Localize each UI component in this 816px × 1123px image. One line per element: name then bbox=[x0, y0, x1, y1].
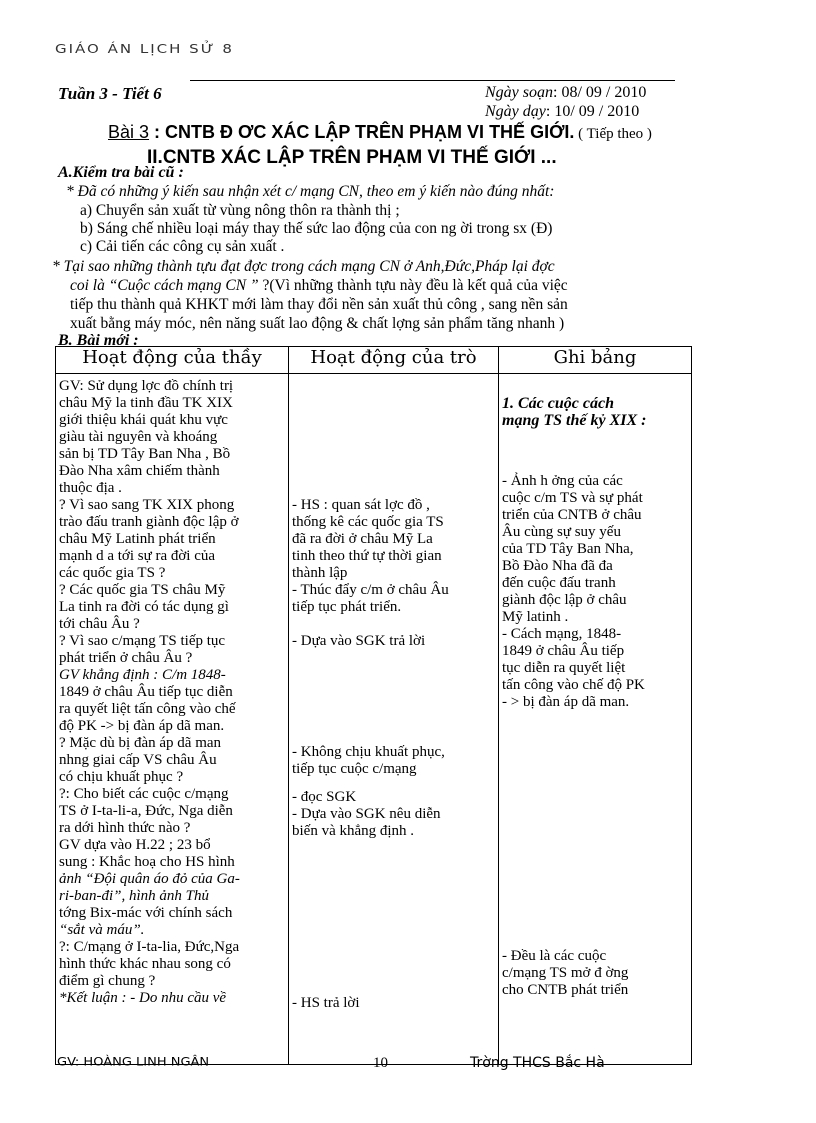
notes-line: tấn công vào chế độ PK bbox=[502, 677, 645, 694]
student-line: biến và khẳng định . bbox=[292, 823, 415, 840]
header-teacher-activity: Hoạt động của thầy bbox=[56, 347, 289, 374]
teacher-line: GV khẳng định : C/m 1848- bbox=[59, 667, 226, 683]
teacher-line: tới châu Âu ? bbox=[59, 616, 140, 632]
student-line: - Dựa vào SGK trả lời bbox=[292, 633, 426, 649]
lesson-number: Bài 3 bbox=[108, 122, 150, 142]
student-line: thành lập bbox=[292, 565, 348, 581]
student-line: tiếp tục phát triển. bbox=[292, 599, 402, 615]
teacher-line: châu Mỹ la tinh đầu TK XIX bbox=[59, 395, 233, 411]
teacher-line: ?: Cho biết các cuộc c/mạng bbox=[59, 786, 229, 802]
review-option-a: a) Chuyển sản xuất từ vùng nông thôn ra thành thị ; bbox=[80, 202, 400, 219]
teacher-line: sản bị TD Tây Ban Nha , Bồ bbox=[59, 446, 231, 462]
notes-line: triển của CNTB ở châu bbox=[502, 507, 642, 524]
student-line: đã ra đời ở châu Mỹ La bbox=[292, 531, 433, 547]
lesson-title-text: : CNTB Đ ƠC XÁC LẬP TRÊN PHẠM VI THẾ GIỚI. bbox=[149, 122, 575, 142]
footer-school: Trờng THCS Bắc Hà bbox=[470, 1055, 605, 1071]
notes-line: - Ảnh h ởng của các bbox=[502, 473, 623, 490]
notes-line: - Đều là các cuộc bbox=[502, 947, 607, 964]
teacher-activity-text bbox=[59, 378, 285, 1007]
notes-line: - Cách mạng, 1848- bbox=[502, 626, 622, 643]
student-line: tiếp tục cuộc c/mạng bbox=[292, 760, 417, 777]
teacher-line: độ PK -> bị đàn áp dã man. bbox=[59, 718, 225, 734]
student-line: - HS : quan sát lợc đồ , bbox=[292, 497, 430, 513]
review-answer-italic: coi là “Cuộc cách mạng CN ” bbox=[70, 277, 259, 294]
teacher-line: ảnh “Đội quân áo đỏ của Ga- bbox=[59, 871, 240, 887]
lesson-continued: ( Tiếp theo ) bbox=[574, 126, 652, 142]
teacher-line: các quốc gia TS ? bbox=[59, 565, 166, 581]
lesson-activity-table bbox=[55, 346, 692, 1065]
teacher-line: ra quyết liệt tấn công vào chế bbox=[59, 701, 236, 717]
teacher-line: ri-ban-đi”, hình ảnh Thủ bbox=[59, 888, 210, 904]
teacher-line: nhng giai cấp VS châu Âu bbox=[59, 752, 217, 768]
header-rule bbox=[190, 80, 675, 81]
teacher-line: điểm gì chung ? bbox=[59, 973, 156, 989]
notes-line: của TD Tây Ban Nha, bbox=[502, 541, 634, 558]
teacher-line: sung : Khắc hoạ cho HS hình bbox=[59, 854, 235, 870]
header-student-activity: Hoạt động của trò bbox=[289, 347, 499, 374]
teacher-line: tớng Bix-mác với chính sách bbox=[59, 905, 233, 921]
notes-line: c/mạng TS mở đ ờng bbox=[502, 964, 629, 981]
teacher-line: châu Mỹ Latinh phát triển bbox=[59, 531, 216, 547]
student-line: - Thúc đẩy c/m ở châu Âu bbox=[292, 582, 449, 598]
teacher-line: La tinh ra đời có tác dụng gì bbox=[59, 599, 229, 615]
review-heading: A.Kiểm tra bài cũ : bbox=[58, 164, 184, 181]
notes-line: 1849 ở châu Âu tiếp bbox=[502, 643, 625, 660]
notes-line: - > bị đàn áp dã man. bbox=[502, 694, 630, 711]
prep-date-label: Ngày soạn bbox=[485, 84, 553, 101]
student-line: - đọc SGK bbox=[292, 789, 357, 806]
notes-line: Mỹ latinh . bbox=[502, 609, 569, 626]
notes-line: cho CNTB phát triển bbox=[502, 981, 629, 998]
footer-teacher: GV: HOÀNG LINH NGÂN bbox=[57, 1055, 210, 1070]
review-option-b: b) Sáng chế nhiều loại máy thay thế sức lao động của con ng ời trong sx (Đ) bbox=[80, 220, 553, 237]
teacher-line: ? Mặc dù bị đàn áp dã man bbox=[59, 735, 222, 751]
notes-line: đến cuộc đấu tranh bbox=[502, 575, 616, 592]
student-line: - Không chịu khuất phục, bbox=[292, 743, 445, 760]
teacher-line: hình thức khác nhau song có bbox=[59, 956, 231, 972]
prep-date bbox=[485, 84, 646, 102]
board-notes-cell bbox=[499, 374, 692, 1065]
teacher-line: 1849 ở châu Âu tiếp tục diễn bbox=[59, 684, 233, 700]
teacher-line: ra dới hình thức nào ? bbox=[59, 820, 191, 836]
notes-line: giành độc lập ở châu bbox=[502, 592, 627, 609]
page-number: 10 bbox=[373, 1055, 388, 1071]
review-question-2: * Tại sao những thành tựu đạt đợc trong cách mạng CN ở Anh,Đức,Pháp lại đợc bbox=[52, 258, 555, 275]
teach-date-label: Ngày dạy bbox=[485, 103, 546, 120]
teacher-line: Đào Nha xâm chiếm thành bbox=[59, 463, 220, 479]
teacher-line: GV: Sử dụng lợc đồ chính trị bbox=[59, 378, 234, 394]
notes-line: 1. Các cuộc cách bbox=[502, 395, 614, 412]
notes-line: tục diễn ra quyết liệt bbox=[502, 660, 626, 677]
notes-line: cuộc c/m TS và sự phát bbox=[502, 490, 643, 507]
teacher-line: ? Các quốc gia TS châu Mỹ bbox=[59, 582, 226, 598]
student-line: - Dựa vào SGK nêu diễn bbox=[292, 806, 441, 823]
teacher-line: GV dựa vào H.22 ; 23 bổ bbox=[59, 837, 211, 853]
review-option-c: c) Cải tiến các công cụ sản xuất . bbox=[80, 238, 285, 255]
new-lesson-heading: B. Bài mới : bbox=[58, 332, 139, 349]
teacher-line: TS ở I-ta-li-a, Đức, Nga diễn bbox=[59, 803, 233, 819]
teacher-line: *Kết luận : - Do nhu cầu về bbox=[59, 990, 227, 1006]
review-question-1: * Đã có những ý kiến sau nhận xét c/ mạng CN, theo em ý kiến nào đúng nhất: bbox=[66, 183, 555, 200]
teacher-line: ? Vì sao sang TK XIX phong bbox=[59, 497, 235, 513]
teacher-line: ?: C/mạng ở I-ta-lia, Đức,Nga bbox=[59, 939, 240, 955]
review-answer-line-1 bbox=[70, 277, 568, 295]
section-title: II.CNTB XÁC LẬP TRÊN PHẠM VI THẾ GIỚI ... bbox=[147, 147, 557, 168]
header-board-notes: Ghi bảng bbox=[499, 347, 692, 374]
notes-line: Âu cùng sự suy yếu bbox=[502, 524, 621, 541]
teach-date-value: : 10/ 09 / 2010 bbox=[545, 103, 640, 120]
doc-header-title: GIÁO ÁN LỊCH SỬ 8 bbox=[55, 41, 234, 57]
teacher-line: thuộc địa . bbox=[59, 480, 122, 496]
teacher-line: có chịu khuất phục ? bbox=[59, 769, 184, 785]
teacher-activity-cell bbox=[56, 374, 289, 1065]
student-line: - HS trả lời bbox=[292, 995, 360, 1012]
teacher-line: ? Vì sao c/mạng TS tiếp tục bbox=[59, 633, 226, 649]
teach-date bbox=[485, 103, 639, 121]
student-line: thống kê các quốc gia TS bbox=[292, 514, 444, 530]
notes-line: Bồ Đào Nha đã đa bbox=[502, 558, 613, 575]
student-line: tinh theo thứ tự thời gian bbox=[292, 548, 442, 564]
teacher-line: giàu tài nguyên và khoáng bbox=[59, 429, 218, 445]
teacher-line: trào đấu tranh giành độc lập ở bbox=[59, 514, 239, 530]
student-activity-cell bbox=[289, 374, 499, 1065]
prep-date-value: : 08/ 09 / 2010 bbox=[553, 84, 647, 101]
lesson-title bbox=[108, 122, 652, 143]
teacher-line: mạnh d a tới sự ra đời của bbox=[59, 548, 216, 564]
review-answer-rest: ?(Vì những thành tựu này đều là kết quả của việc bbox=[258, 277, 568, 294]
teacher-line: phát triển ở châu Âu ? bbox=[59, 650, 193, 666]
teacher-line: giới thiệu khái quát khu vực bbox=[59, 412, 228, 428]
teacher-line: “sắt và máu”. bbox=[59, 922, 145, 938]
notes-line: mạng TS thế kỷ XIX : bbox=[502, 412, 647, 429]
review-answer-line-2: tiếp thu thành quả KHKT mới làm thay đổi nền sản xuất thủ công , sang nền sản bbox=[70, 296, 568, 313]
week-period: Tuần 3 - Tiết 6 bbox=[58, 84, 162, 103]
review-answer-line-3: xuất bằng máy móc, nên năng suất lao động & chất lợng sản phẩm tăng nhanh ) bbox=[70, 315, 565, 332]
